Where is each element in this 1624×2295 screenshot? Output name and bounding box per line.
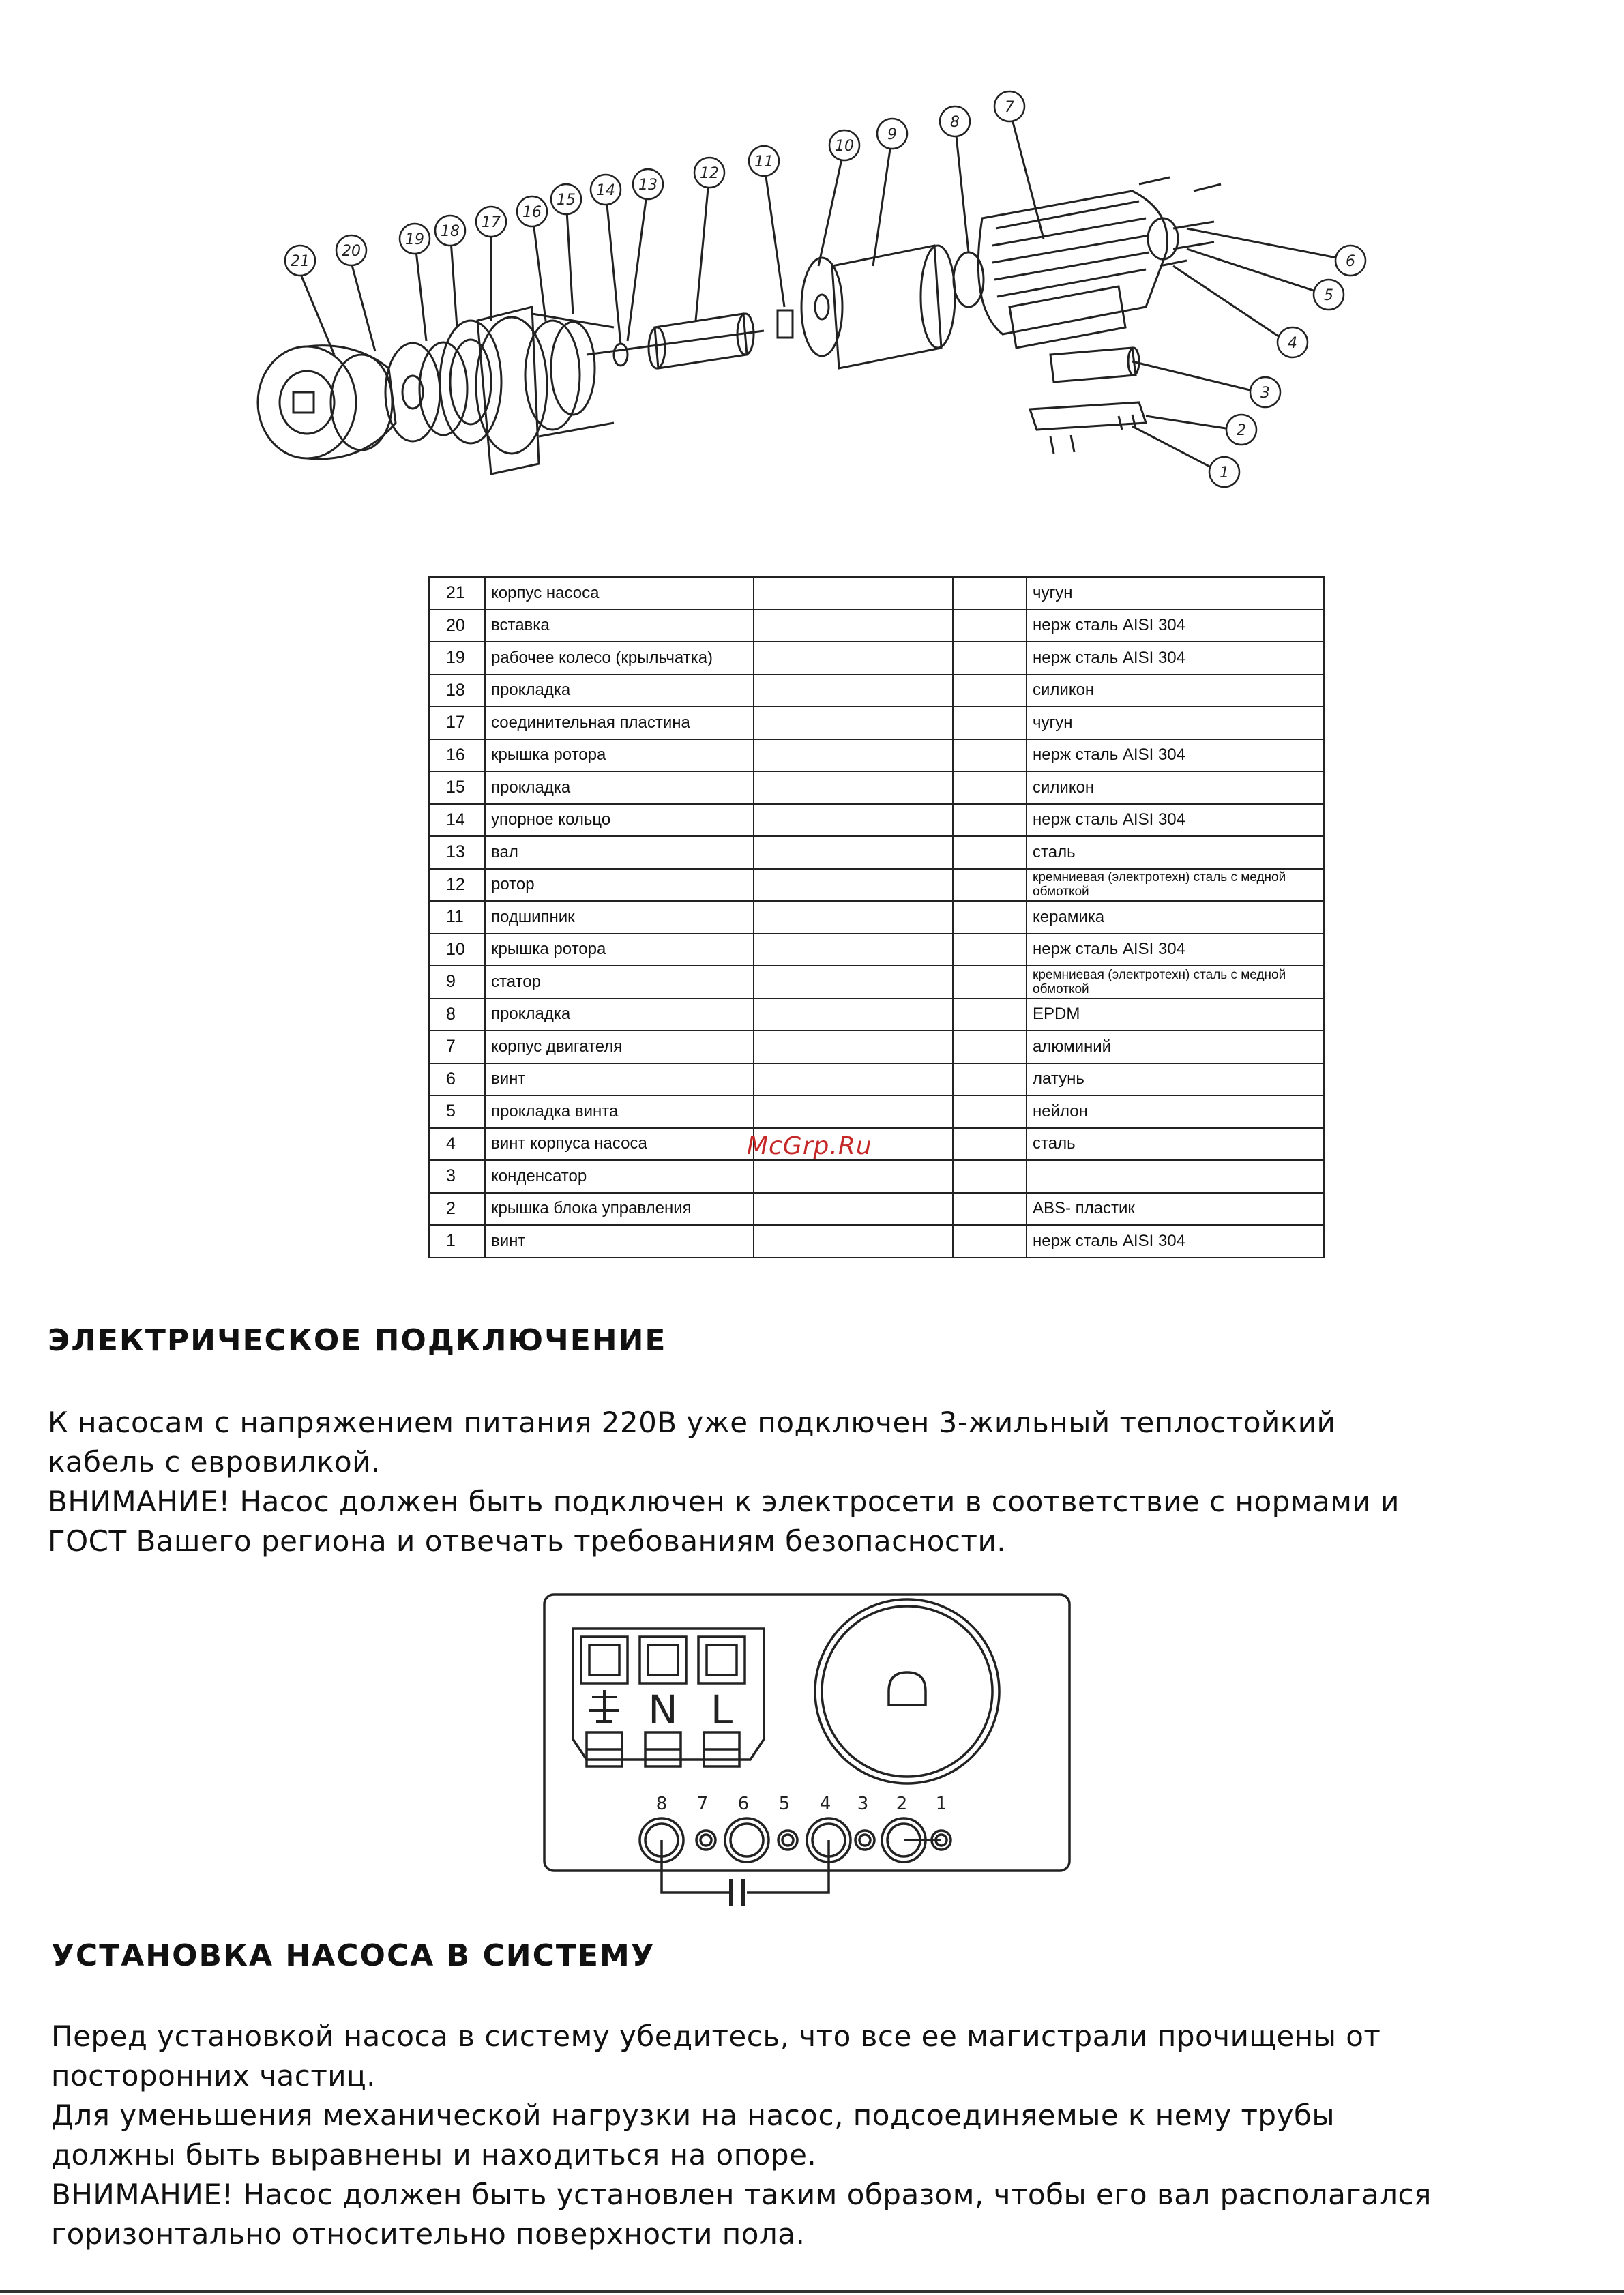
empty-cell [953,577,1027,610]
pin-label-8: 8 [655,1794,668,1814]
empty-cell [953,739,1027,772]
empty-cell [754,1160,953,1193]
callout-18: 18 [441,223,460,240]
part-name: рабочее колесо (крыльчатка) [485,642,754,675]
callout-20: 20 [342,243,361,260]
capacitor-dial [815,1599,999,1783]
part-name: винт [485,1063,754,1096]
install-text-line-2: посторонних частиц. [51,2059,377,2092]
callout-14: 14 [596,182,615,199]
install-text-line-6: горизонтально относительно поверхности пола. [51,2217,806,2251]
part-name: прокладка винта [485,1095,754,1128]
callout-7: 7 [1005,99,1014,116]
part-number: 6 [429,1063,485,1096]
electrical-text-line-4: ГОСТ Вашего региона и отвечать требованиям безопасности. [48,1524,1007,1558]
empty-cell [953,869,1027,902]
part-number: 5 [429,1095,485,1128]
table-row [429,675,1324,707]
table-row [429,1193,1324,1226]
empty-cell [754,771,953,804]
part-name: прокладка [485,998,754,1031]
part-number: 7 [429,1031,485,1063]
callout-4: 4 [1288,335,1297,352]
empty-cell [754,675,953,707]
empty-cell [953,675,1027,707]
callout-2: 2 [1237,422,1246,439]
callout-16: 16 [522,204,542,221]
install-text-line-3: Для уменьшения механической нагрузки на насос, подсоединяемые к нему трубы [51,2099,1335,2132]
part-material: кремниевая (электротехн) сталь с медной обмоткой [1027,966,1324,998]
part-material [1027,1160,1324,1193]
callout-3: 3 [1260,385,1270,402]
table-row [429,707,1324,739]
part-material: керамика [1027,901,1324,934]
callout-15: 15 [557,192,576,209]
empty-cell [953,707,1027,739]
callout-11: 11 [754,153,773,171]
empty-cell [953,998,1027,1031]
electrical-heading: ЭЛЕКТРИЧЕСКОЕ ПОДКЛЮЧЕНИЕ [48,1323,667,1358]
part-name: подшипник [485,901,754,934]
empty-cell [953,1225,1027,1258]
install-text-line-4: должны быть выравнены и находиться на опоре. [51,2138,817,2172]
part-number: 1 [429,1225,485,1258]
part-name: винт [485,1225,754,1258]
empty-cell [754,1031,953,1063]
callout-8: 8 [950,114,960,131]
part-number: 11 [429,901,485,934]
pin-label-2: 2 [896,1794,908,1814]
part-material: алюминий [1027,1031,1324,1063]
pin-label-3: 3 [857,1794,869,1814]
table-row [429,577,1324,610]
callout-9: 9 [887,126,897,143]
callout-10: 10 [835,138,854,155]
electrical-text-line-3: ВНИМАНИЕ! Насос должен быть подключен к электросети в соответствие с нормами и [48,1485,1400,1518]
empty-cell [754,901,953,934]
pin-label-4: 4 [819,1794,831,1814]
part-material: латунь [1027,1063,1324,1096]
table-row [429,771,1324,804]
part-material: нерж сталь AISI 304 [1027,1225,1324,1258]
empty-cell [754,739,953,772]
callout-17: 17 [482,214,501,231]
table-row [429,966,1324,998]
part-material: силикон [1027,771,1324,804]
table-row [429,901,1324,934]
watermark: McGrp.Ru [747,1132,872,1160]
table-row [429,998,1324,1031]
part-name: корпус двигателя [485,1031,754,1063]
part-number: 17 [429,707,485,739]
pump-body-drawing [258,346,396,459]
table-row [429,934,1324,966]
part-name: ротор [485,869,754,902]
part-name: статор [485,966,754,998]
part-material: чугун [1027,707,1324,739]
install-heading: УСТАНОВКА НАСОСА В СИСТЕМУ [51,1938,655,1973]
part-material: силикон [1027,675,1324,707]
part-number: 15 [429,771,485,804]
callout-19: 19 [405,231,424,248]
part-number: 21 [429,577,485,610]
table-row [429,1095,1324,1128]
part-number: 4 [429,1128,485,1161]
part-number: 2 [429,1193,485,1226]
empty-cell [754,1063,953,1096]
callout-6: 6 [1346,253,1355,270]
part-number: 10 [429,934,485,966]
part-number: 9 [429,966,485,998]
empty-cell [754,934,953,966]
part-material: чугун [1027,577,1324,610]
part-name: конденсатор [485,1160,754,1193]
install-text-line-5: ВНИМАНИЕ! Насос должен быть установлен таким образом, чтобы его вал располагался [51,2178,1432,2211]
table-row [429,1160,1324,1193]
pin-label-7: 7 [696,1794,709,1814]
part-name: корпус насоса [485,577,754,610]
part-name: прокладка [485,675,754,707]
part-material: сталь [1027,1128,1324,1161]
part-number: 8 [429,998,485,1031]
part-name: вал [485,836,754,869]
electrical-text-line-2: кабель с евровилкой. [48,1445,381,1479]
part-material: ABS- пластик [1027,1193,1324,1226]
empty-cell [754,998,953,1031]
empty-cell [953,836,1027,869]
parts-table [428,576,1325,1258]
callout-12: 12 [700,165,719,182]
table-row [429,1225,1324,1258]
part-name: вставка [485,610,754,642]
pin-label-5: 5 [778,1794,791,1814]
empty-cell [953,771,1027,804]
empty-cell [754,804,953,837]
empty-cell [953,1031,1027,1063]
part-material: нерж сталь AISI 304 [1027,739,1324,772]
part-name: крышка ротора [485,739,754,772]
part-number: 19 [429,642,485,675]
part-number: 18 [429,675,485,707]
part-material: нерж сталь AISI 304 [1027,804,1324,837]
part-name: упорное кольцо [485,804,754,837]
table-row [429,642,1324,675]
table-row [429,804,1324,837]
empty-cell [754,1225,953,1258]
pin-label-1: 1 [935,1794,947,1814]
electrical-text-line-1: К насосам с напряжением питания 220В уже подключен 3-жильный теплостойкий [48,1406,1336,1439]
part-number: 12 [429,869,485,902]
callout-5: 5 [1324,287,1333,304]
page-bottom-rule [0,2290,1624,2293]
table-row [429,836,1324,869]
part-number: 16 [429,739,485,772]
empty-cell [953,1095,1027,1128]
part-name: соединительная пластина [485,707,754,739]
empty-cell [953,1160,1027,1193]
table-row [429,1128,1324,1161]
part-material: нерж сталь AISI 304 [1027,610,1324,642]
pump-exploded-diagram [246,82,1405,505]
empty-cell [953,1128,1027,1161]
part-material: нерж сталь AISI 304 [1027,934,1324,966]
terminal-n-label: N [648,1687,678,1733]
empty-cell [953,966,1027,998]
empty-cell [754,642,953,675]
table-row [429,610,1324,642]
empty-cell [953,901,1027,934]
part-number: 14 [429,804,485,837]
empty-cell [953,934,1027,966]
part-material: сталь [1027,836,1324,869]
part-material: кремниевая (электротехн) сталь с медной обмоткой [1027,869,1324,902]
empty-cell [953,610,1027,642]
pin-label-6: 6 [737,1794,750,1814]
part-material: EPDM [1027,998,1324,1031]
install-text-line-1: Перед установкой насоса в систему убедитесь, что все ее магистрали прочищены от [51,2019,1381,2053]
empty-cell [754,966,953,998]
empty-cell [953,642,1027,675]
callout-1: 1 [1220,464,1229,482]
empty-cell [953,1193,1027,1226]
table-row [429,869,1324,902]
part-material: нейлон [1027,1095,1324,1128]
part-material: нерж сталь AISI 304 [1027,642,1324,675]
table-row [429,1063,1324,1096]
empty-cell [754,869,953,902]
empty-cell [953,1063,1027,1096]
table-row [429,1031,1324,1063]
part-name: прокладка [485,771,754,804]
callout-21: 21 [291,253,310,270]
callout-13: 13 [638,177,658,194]
empty-cell [754,1095,953,1128]
part-name: крышка блока управления [485,1193,754,1226]
terminal-l-label: L [710,1687,733,1733]
part-name: винт корпуса насоса [485,1128,754,1161]
empty-cell [754,610,953,642]
empty-cell [754,1193,953,1226]
empty-cell [754,707,953,739]
part-number: 3 [429,1160,485,1193]
part-number: 20 [429,610,485,642]
empty-cell [754,836,953,869]
part-name: крышка ротора [485,934,754,966]
empty-cell [953,804,1027,837]
empty-cell [754,577,953,610]
wiring-diagram [539,1589,1078,1916]
part-number: 13 [429,836,485,869]
table-row [429,739,1324,772]
